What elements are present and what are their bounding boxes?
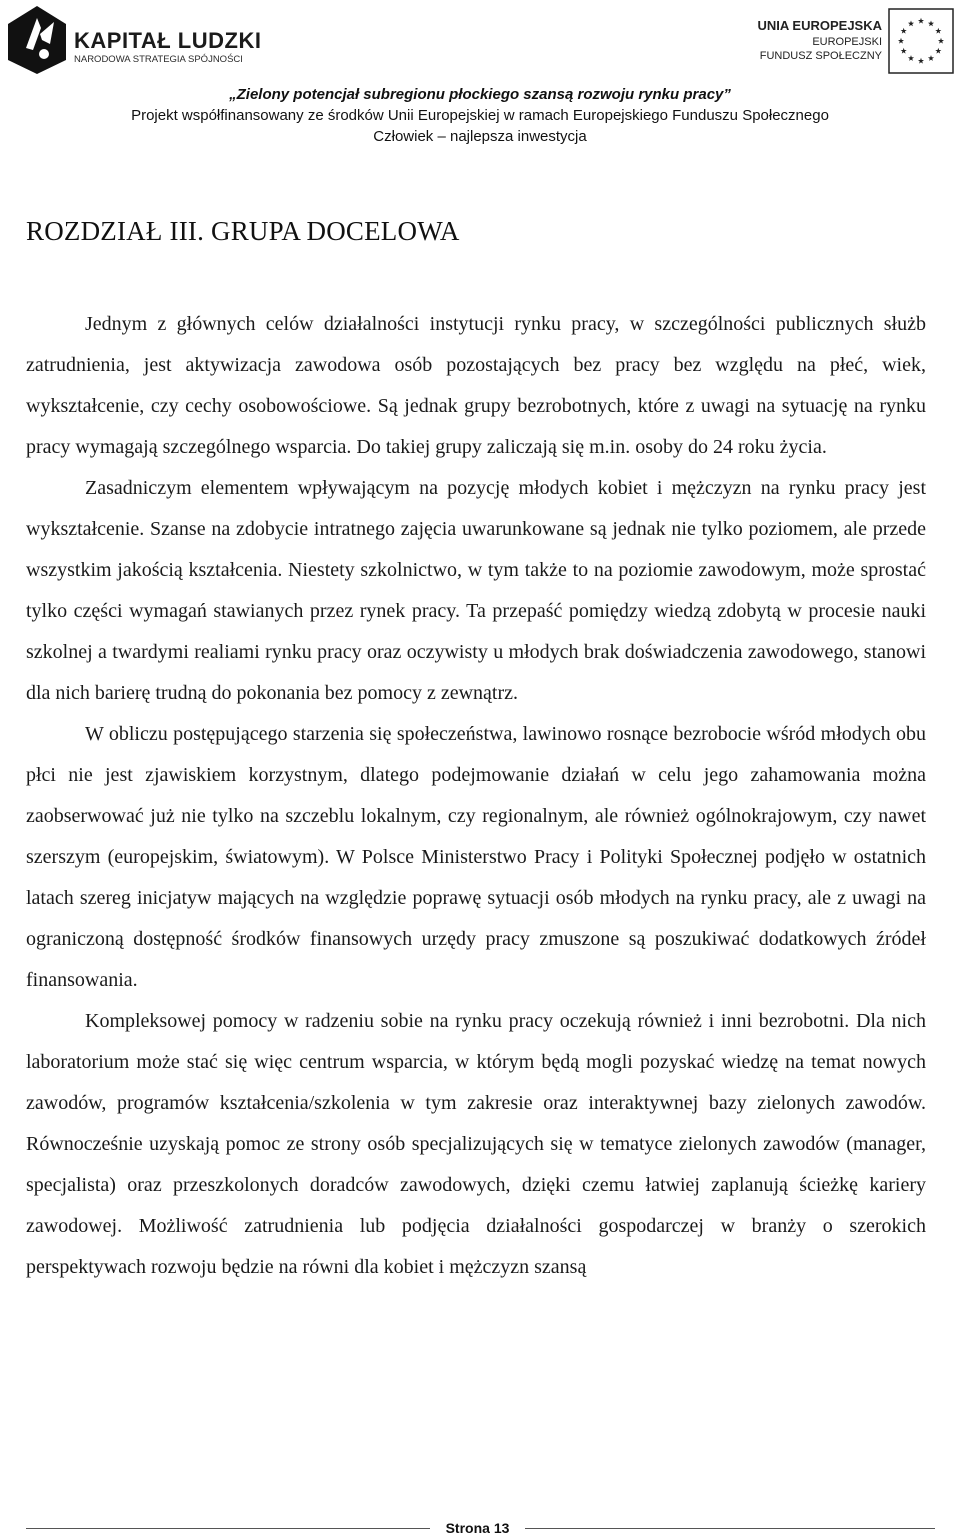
eu-star (935, 28, 941, 34)
eu-logo (742, 8, 954, 74)
eu-logo-line3: FUNDUSZ SPOŁECZNY (759, 50, 882, 62)
cofinancing-note: Projekt współfinansowany ze środków Unii Europejskiej w ramach Europejskiego Funduszu Społecznego (131, 107, 829, 124)
eu-star (901, 28, 907, 34)
eu-logo-line2: EUROPEJSKI (812, 36, 882, 48)
eu-star (935, 48, 941, 54)
kapital-ludzki-emblem-icon (6, 4, 68, 76)
paragraph: Kompleksowej pomocy w radzeniu sobie na rynku pracy oczekują również i inni bezrobotni. Dla nich laboratorium może stać się więc centrum wsparcia, w którym będą mogli pozyskać wiedzę na temat nowych zawodów, programów kształcenia/szkolenia w tym zakresie oraz interaktywnej bazy zielonych zawodów. Równocześnie uzyskają pomoc ze strony osób specjalizujących się w tematyce zielonych zawodów (manager, specjalista) oraz przeszkolonych doradców zawodowych, dzięki czemu łatwiej zaplanują ścieżkę kariery zawodowej. Możliwość zatrudnienia lub podjęcia działalności gospodarczej w branży o szerokich perspektywach rozwoju będzie na równi dla kobiet i mężczyzn szansą (26, 1010, 926, 1278)
chapter-heading: ROZDZIAŁ III. GRUPA DOCELOWA (26, 216, 460, 246)
logo-title: KAPITAŁ LUDZKI (74, 28, 262, 53)
eu-star (918, 18, 924, 24)
eu-stars-icon (888, 8, 954, 74)
footer-rule-right (525, 1528, 935, 1529)
paragraph: W obliczu postępującego starzenia się społeczeństwa, lawinowo rosnące bezrobocie wśród młodych obu płci nie jest zjawiskiem korzystnym, dlatego podejmowanie działań w celu jego zahamowania można zaobserwować już nie tylko na szczeblu lokalnym, czy regionalnym, ale również ogólnokrajowym, czy nawet szerszym (europejskim, światowym). W Polsce Ministerstwo Pracy i Polityki Społecznej podjęło w ostatnich latach szereg inicjatyw mających na względzie poprawę sytuacji osób młodych na rynku pracy, ale z uwagi na ograniczoną dostępność środków finansowych urzędy pracy zmuszone są poszukiwać dodatkowych źródeł finansowania. (26, 723, 926, 991)
project-title: „Zielony potencjał subregionu płockiego szansą rozwoju rynku pracy” (229, 86, 731, 103)
footer-rule-left (26, 1528, 430, 1529)
paragraph: Zasadniczym elementem wpływającym na pozycję młodych kobiet i mężczyzn na rynku pracy jest wykształcenie. Szanse na zdobycie intratnego zajęcia uwarunkowane są jednak nie tylko poziomem, ale przede wszystkim jakością kształcenia. Niestety szkolnictwo, w tym także to na poziomie zawodowym, może sprostać tylko części wymagań stawianych przez rynek pracy. Ta przepaść pomiędzy wiedzą zdobytą w procesie nauki szkolnej a twardymi realiami rynku pracy oraz oczywisty u młodych brak doświadczenia zawodowego, stanowi dla nich barierę trudną do pokonania bez pomocy z zewnątrz. (26, 477, 926, 704)
eu-star (918, 58, 924, 64)
motto: Człowiek – najlepsza inwestycja (373, 128, 587, 145)
eu-star (908, 55, 914, 61)
eu-star (928, 20, 934, 26)
kapital-ludzki-logo (6, 4, 262, 76)
page-header (0, 0, 960, 155)
page-number: Strona 13 (445, 1520, 510, 1536)
eu-star (938, 38, 944, 44)
eu-star (901, 48, 907, 54)
paragraph: Jednym z głównych celów działalności instytucji rynku pracy, w szczególności publicznych służb zatrudnienia, jest aktywizacja zawodowa osób pozostających bez pracy bez względu na płeć, wiek, wykształcenie, czy cechy osobowościowe. Są jednak grupy bezrobotnych, które z uwagi na sytuację na rynku pracy wymagają szczególnego wsparcia. Do takiej grupy zaliczają się m.in. osoby do 24 roku życia. (26, 313, 926, 458)
page-footer (0, 1508, 960, 1536)
eu-logo-line1: UNIA EUROPEJSKA (757, 18, 882, 33)
document-body (26, 304, 926, 1288)
eu-star (908, 20, 914, 26)
logo-subtitle: NARODOWA STRATEGIA SPÓJNOŚCI (74, 54, 243, 65)
eu-star (898, 38, 904, 44)
eu-star (928, 55, 934, 61)
project-info (0, 84, 960, 147)
